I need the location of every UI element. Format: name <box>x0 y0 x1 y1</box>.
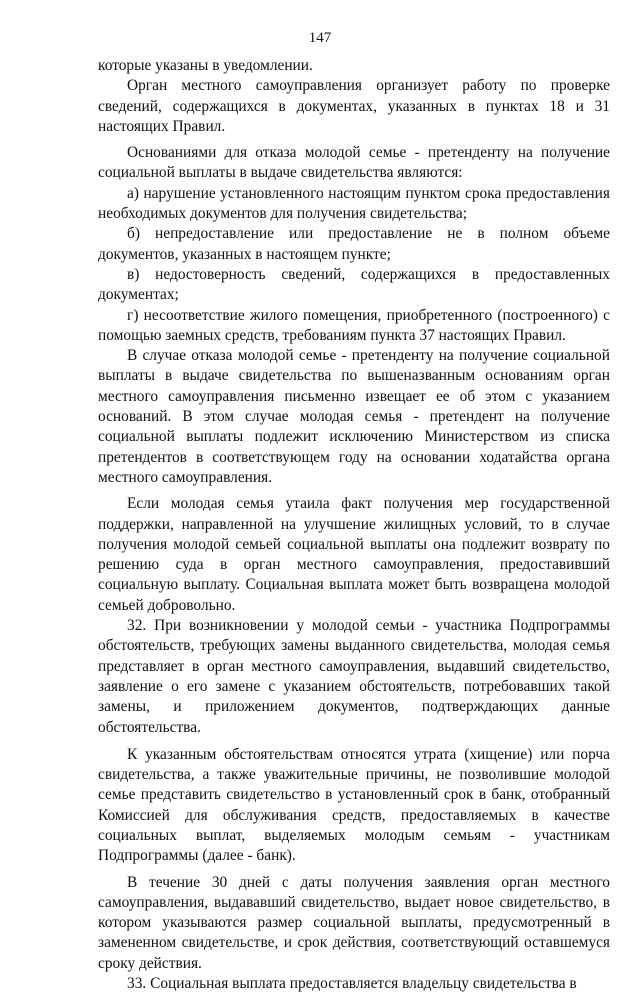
paragraph: которые указаны в уведомлении. <box>98 57 313 74</box>
document-body <box>98 56 610 994</box>
paragraph: 33. Социальная выплата предоставляется владельцу свидетельства в <box>127 975 577 993</box>
page-number: 147 <box>308 30 332 46</box>
paragraph: 32. При возникновении у молодой семьи - участника Подпрограммы обстоятельств, требующих замены выданного свидетельства, молодая семья представляет в орган местного самоуправления, выдавший свидетельство, заявление о его замене с указанием обстоятельств, потребовавших такой замены, и приложением документов, подтверждающих данные обстоятельства. <box>98 617 610 736</box>
list-item: в) недостоверность сведений, содержащихся в предоставленных документах; <box>98 265 610 304</box>
list-item: г) несоответствие жилого помещения, приобретенного (построенного) с помощью заемных средств, требованиям пункта 37 настоящих Правил. <box>98 306 610 344</box>
paragraph: В течение 30 дней с даты получения заявления орган местного самоуправления, выдававший свидетельство, выдает новое свидетельство, в котором указываются размер социальной выплаты, предусмотренный в замененном свидетельстве, и срок действия, соответствующий оставшемуся сроку действия. <box>98 873 610 972</box>
list-item: б) непредоставление или предоставление не в полном объеме документов, указанных в настоящем пункте; <box>98 225 610 263</box>
paragraph: Орган местного самоуправления организует работу по проверке сведений, содержащихся в документах, указанных в пунктах 18 и 31 настоящих Правил. <box>98 77 610 135</box>
paragraph: Основаниями для отказа молодой семье - претенденту на получение социальной выплаты в выдаче свидетельства являются: <box>98 144 610 182</box>
list-item: а) нарушение установленного настоящим пунктом срока предоставления необходимых документов для получения свидетельства; <box>98 184 610 223</box>
paragraph: К указанным обстоятельствам относятся утрата (хищение) или порча свидетельства, а также уважительные причины, не позволившие молодой семье представить свидетельство в установленный срок в банк, отобранный Комиссией для обслуживания средств, предоставляемых в качестве социальных выплат, выделяемых молодым семьям - участникам Подпрограммы (далее - банк). <box>98 745 610 865</box>
paragraph: В случае отказа молодой семье - претенденту на получение социальной выплаты в выдаче свидетельства по вышеназванным основаниям орган местного самоуправления письменно извещает ее об этом с указанием оснований. В этом случае молодая семья - претендент на получение социальной выплаты подлежит исключению Министерством из списка претендентов в соответствующем году на основании ходатайства органа местного самоуправления. <box>98 347 610 486</box>
paragraph: Если молодая семья утаила факт получения мер государственной поддержки, направленной на улучшение жилищных условий, то в случае получения молодой семьей социальной выплаты она подлежит возврату по решению суда в орган местного самоуправления, предоставивший социальную выплату. Социальная выплата может быть возвращена молодой семьей добровольно. <box>98 495 610 614</box>
